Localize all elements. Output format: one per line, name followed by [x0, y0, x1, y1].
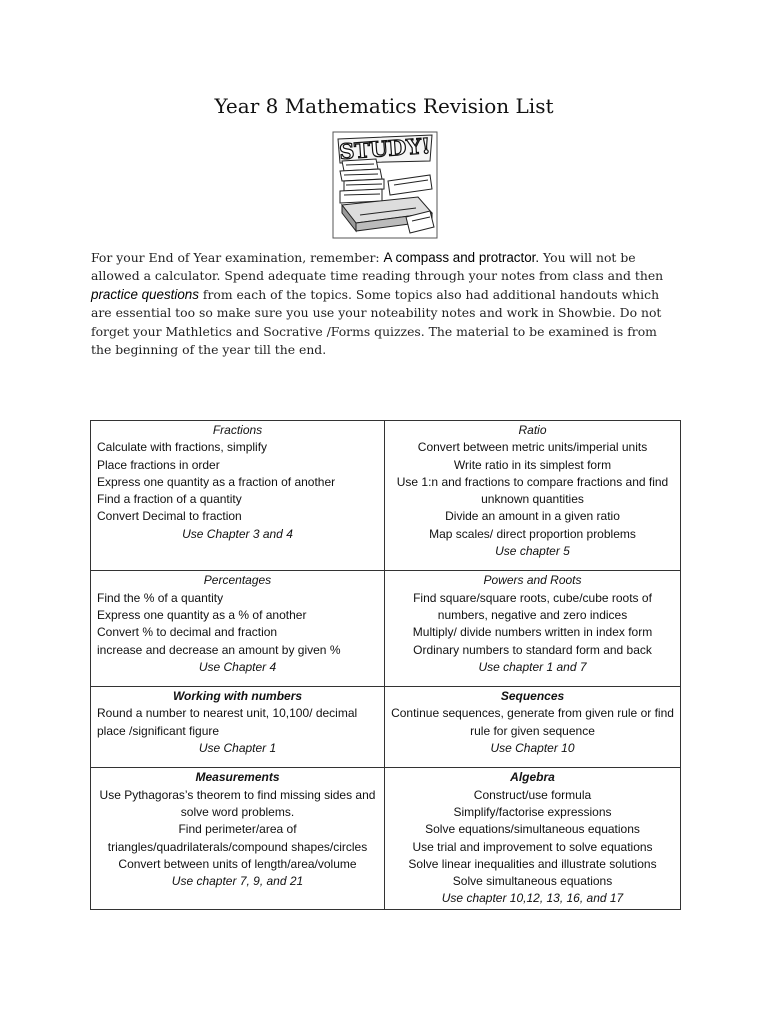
spacer [391, 560, 674, 569]
topic-cell-percentages [91, 571, 385, 687]
topic-cell-sequences [385, 687, 681, 768]
intro-practice-questions: practice questions [91, 286, 199, 302]
topic-title: Ratio [518, 423, 547, 437]
topic-title: Powers and Roots [483, 573, 582, 588]
table-row [91, 768, 681, 909]
topic-line: Find the % of a quantity [97, 590, 224, 605]
topic-line: Use 1:n and fractions to compare fractions and find unknown quantities [396, 474, 669, 507]
topic-chapter-ref: Use Chapter 1 [198, 741, 277, 756]
topic-title: Sequences [500, 689, 565, 704]
spacer [97, 543, 378, 560]
topic-line: Construct/use formula [473, 787, 592, 802]
topic-line: Use trial and improvement to solve equations [412, 839, 653, 854]
topic-cell-powers-and-roots [385, 571, 681, 687]
topic-line: Convert % to decimal and fraction [97, 625, 278, 640]
spacer [97, 757, 378, 766]
topic-line: Solve equations/simultaneous equations [425, 822, 640, 837]
table-row [91, 571, 681, 687]
topic-line: Simplify/factorise expressions [453, 804, 612, 819]
topic-chapter-ref: Use Chapter 4 [198, 659, 277, 674]
intro-text-1: For your End of Year examination, remember: [91, 250, 384, 265]
topic-line: Use Pythagoras’s theorem to find missing sides and solve word problems. [99, 787, 376, 819]
intro-text-3: from each of the topics. Some topics also had additional handouts which are essential too so make sure you use your noteability notes and work in Showbie. Do not forget your Mathletics and Socrative /Forms quizzes. The material to be examined is from the beginning of the year till the end. [91, 286, 662, 358]
study-illustration [332, 131, 438, 239]
topics-table [90, 420, 681, 910]
topic-chapter-ref: Use chapter 1 and 7 [478, 659, 587, 674]
topic-line: Solve simultaneous equations [452, 874, 613, 889]
topic-chapter-ref: Use chapter 5 [495, 544, 570, 559]
page-title: Year 8 Mathematics Revision List [214, 94, 554, 118]
topic-line: increase and decrease an amount by given % [97, 642, 341, 657]
topic-line: Place fractions in order [97, 457, 220, 472]
topic-line: Find perimeter/area of triangles/quadrilaterals/compound shapes/circles [107, 822, 368, 854]
topic-cell-working-with-numbers [91, 687, 385, 768]
topic-line: Find square/square roots, cube/cube roots of numbers, negative and zero indices [413, 590, 652, 622]
table-row [91, 421, 681, 571]
topic-line: Divide an amount in a given ratio [445, 509, 620, 524]
topic-line: Map scales/ direct proportion problems [429, 526, 636, 541]
spacer [97, 676, 378, 685]
topic-line: Write ratio in its simplest form [453, 457, 612, 472]
topic-line: Convert between units of length/area/volume [118, 856, 357, 871]
topic-line: Ordinary numbers to standard form and back [413, 642, 652, 657]
study-lettering: STUDY! [338, 132, 432, 165]
topic-line: Find a fraction of a quantity [97, 492, 242, 507]
topic-line: Express one quantity as a % of another [97, 607, 307, 622]
topic-line: Solve linear inequalities and illustrate solutions [408, 856, 657, 871]
intro-paragraph [91, 249, 679, 359]
topic-line: Continue sequences, generate from given rule or find rule for given sequence [391, 706, 674, 738]
topic-title: Working with numbers [172, 689, 303, 704]
topic-line: Round a number to nearest unit, 10,100/ decimal place /significant figure [97, 706, 358, 738]
topic-line: Convert Decimal to fraction [97, 509, 242, 524]
topic-title: Algebra [510, 770, 555, 785]
topic-title: Fractions [212, 423, 263, 437]
topic-chapter-ref: Use Chapter 10 [490, 741, 575, 756]
topic-title: Percentages [203, 573, 272, 588]
intro-text-2: You will not be allowed a calculator. Spend adequate time reading through your notes from class and then [91, 250, 664, 284]
topic-cell-measurements [91, 768, 385, 909]
table-row [91, 687, 681, 768]
intro-highlight: A compass and protractor. [383, 250, 540, 265]
topic-cell-fractions [91, 421, 385, 571]
topic-chapter-ref: Use chapter 10,12, 13, 16, and 17 [441, 891, 624, 906]
topic-cell-algebra [385, 768, 681, 909]
topic-chapter-ref: Use Chapter 3 and 4 [182, 526, 293, 541]
topic-line: Multiply/ divide numbers written in index form [412, 625, 653, 640]
topic-cell-ratio [385, 421, 681, 571]
topic-line: Calculate with fractions, simplify [97, 440, 268, 455]
topic-title: Measurements [195, 770, 280, 785]
topic-chapter-ref: Use chapter 7, 9, and 21 [171, 874, 304, 889]
topic-line: Convert between metric units/imperial units [417, 440, 648, 455]
topic-line: Express one quantity as a fraction of another [97, 474, 336, 489]
